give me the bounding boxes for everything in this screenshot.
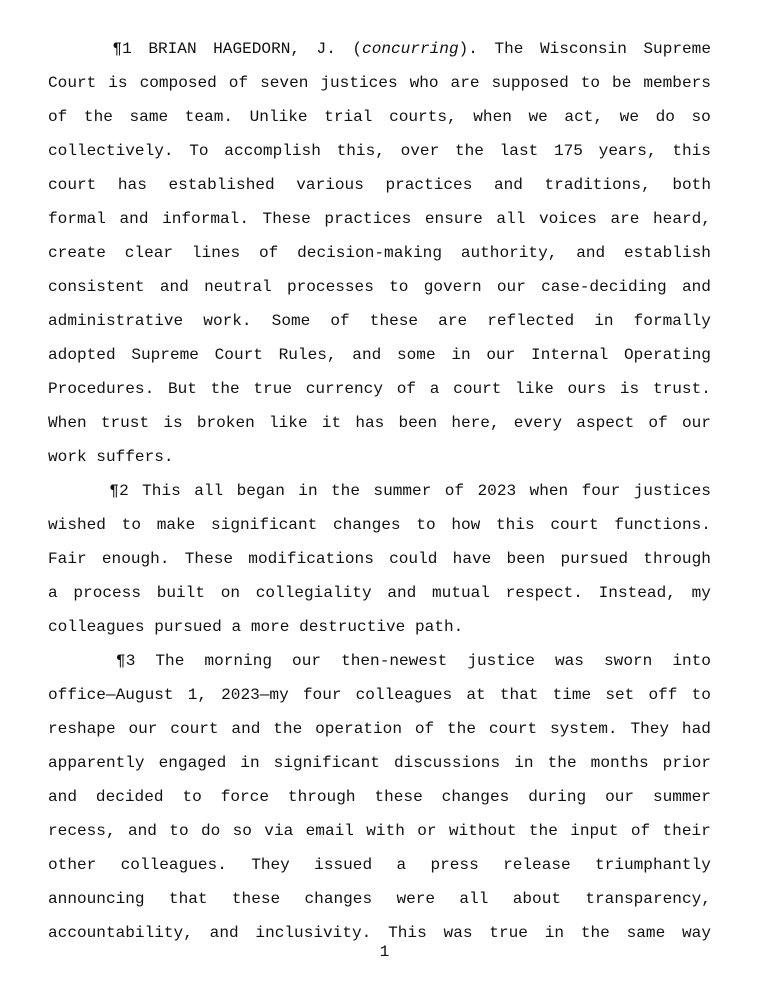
word: changes [441, 788, 510, 806]
word: built [156, 584, 205, 602]
word: of [330, 312, 350, 330]
word: and [576, 244, 606, 262]
word: are [450, 74, 480, 92]
word: establish [624, 244, 711, 262]
word: discussions [393, 754, 501, 772]
word: our [496, 278, 526, 296]
word: of [396, 380, 417, 398]
word: to [580, 74, 601, 92]
word: who [409, 74, 439, 92]
word: to [416, 516, 436, 534]
word: or [417, 822, 437, 840]
word: enough. [101, 550, 170, 568]
paragraph-indent [48, 474, 96, 508]
word: press [430, 856, 479, 874]
word: like [268, 414, 308, 432]
word: is [163, 414, 183, 432]
word: all [459, 890, 489, 908]
word: and [493, 176, 523, 194]
text-line [48, 406, 711, 440]
word: summer [652, 788, 711, 806]
word: govern [423, 278, 482, 296]
word: to [121, 516, 141, 534]
word: Some [271, 312, 311, 330]
text-line [48, 202, 711, 236]
word: we [619, 108, 639, 126]
word: trust. [652, 380, 711, 398]
word: release [503, 856, 571, 874]
word: changes [332, 516, 401, 534]
paragraph-marker: ¶3 [116, 652, 136, 670]
word: and [209, 924, 239, 942]
text-line [48, 100, 711, 134]
word: Wisconsin [539, 40, 627, 58]
word: Court [214, 346, 263, 364]
word: clear [124, 244, 174, 262]
word: of [228, 74, 249, 92]
word: these [374, 788, 423, 806]
word: then-newest [341, 652, 448, 670]
word: at [466, 686, 486, 704]
word: set [605, 686, 635, 704]
word: The [155, 652, 185, 670]
word: prior [662, 754, 711, 772]
word: input [570, 822, 619, 840]
word: authority, [460, 244, 558, 262]
word: through [287, 788, 356, 806]
text-line [48, 542, 711, 576]
text-line [48, 814, 711, 848]
word: a [48, 584, 58, 602]
word: been [398, 414, 438, 432]
word: collectively. [48, 142, 174, 160]
word: with [366, 822, 405, 840]
word: reflected [487, 312, 575, 330]
word: practices [385, 176, 473, 194]
word: it [321, 414, 342, 432]
word: years, [598, 142, 657, 160]
word: and [387, 584, 417, 602]
word: recess, [48, 822, 116, 840]
word: accountability, [48, 924, 193, 942]
word: significant [211, 516, 318, 534]
word: Court [48, 74, 97, 92]
word: to [182, 788, 202, 806]
text-line [48, 644, 711, 678]
word: mutual [432, 584, 490, 602]
word: HAGEDORN, [213, 40, 301, 58]
italic-emphasis: concurring [362, 40, 459, 58]
word: of [648, 414, 668, 432]
word: to [691, 686, 711, 704]
word: They [251, 856, 290, 874]
word: our [292, 652, 322, 670]
word: during [528, 788, 587, 806]
word: ours [567, 380, 607, 398]
word: about [512, 890, 562, 908]
word: other [48, 856, 97, 874]
word: BRIAN [148, 40, 197, 58]
word: so [232, 822, 252, 840]
word: these [231, 890, 281, 908]
word: morning [204, 652, 273, 670]
word: 2023—my [221, 686, 289, 704]
word: over [400, 142, 440, 160]
word: case-deciding [541, 278, 667, 296]
word: These [262, 210, 311, 228]
word: been [506, 550, 546, 568]
word: the [547, 754, 577, 772]
word: were [396, 890, 436, 908]
word: to [169, 822, 189, 840]
word: their [662, 822, 711, 840]
word: members [643, 74, 711, 92]
word: is [619, 380, 640, 398]
word: same [626, 924, 666, 942]
word: (concurring). [352, 40, 478, 58]
word: decided [95, 788, 164, 806]
word: traditions, [544, 176, 651, 194]
text-line [48, 236, 711, 270]
word: court [170, 720, 219, 738]
text-line [48, 66, 711, 100]
word: and [159, 278, 189, 296]
word: 1, [187, 686, 208, 704]
document-body-text [48, 32, 711, 950]
word: practices [324, 210, 412, 228]
word: this [672, 142, 711, 160]
word: announcing [48, 890, 145, 908]
word: that [499, 686, 539, 704]
word: transparency, [585, 890, 711, 908]
word: work suffers. [48, 448, 174, 466]
text-line [48, 610, 711, 644]
word: composed [139, 74, 217, 92]
word: and [681, 278, 711, 296]
word: when [529, 482, 569, 500]
word: off [648, 686, 678, 704]
word: last [499, 142, 539, 160]
word: court [453, 380, 502, 398]
word: Instead, [598, 584, 676, 602]
word: we [528, 108, 548, 126]
word: in [298, 482, 318, 500]
text-line [48, 780, 711, 814]
text-line [48, 678, 711, 712]
word: the [331, 482, 360, 500]
word: these [369, 312, 419, 330]
word: significant [273, 754, 380, 772]
word: They [630, 720, 670, 738]
word: had [681, 720, 711, 738]
word: trial [324, 108, 373, 126]
word: adopted [48, 346, 116, 364]
word: This [388, 924, 427, 942]
word: began [236, 482, 285, 500]
word: and [48, 788, 77, 806]
word: Fair [48, 550, 87, 568]
word: Unlike [249, 108, 308, 126]
word: J. [316, 40, 336, 58]
word: But [167, 380, 197, 398]
word: a [429, 380, 440, 398]
word: of [258, 244, 279, 262]
word: via [264, 822, 294, 840]
word: operation [315, 720, 402, 738]
word: four [581, 482, 621, 500]
word: informal. [162, 210, 249, 228]
word: voices [538, 210, 597, 228]
word: how [451, 516, 481, 534]
text-line [48, 338, 711, 372]
word: true [253, 380, 293, 398]
text-line [48, 372, 711, 406]
word: like [515, 380, 554, 398]
word: heard, [653, 210, 711, 228]
word: 175 [553, 142, 583, 160]
text-line [48, 440, 711, 474]
word: reshape [48, 720, 116, 738]
word: seven [260, 74, 309, 92]
word: aspect [576, 414, 635, 432]
word: ensure [424, 210, 483, 228]
word: of [48, 108, 68, 126]
paragraph-marker: ¶1 [112, 40, 132, 58]
word: Supreme [131, 346, 199, 364]
word: These [184, 550, 234, 568]
word: justice [467, 652, 535, 670]
text-line [48, 508, 711, 542]
word: currency [305, 380, 383, 398]
word: functions. [614, 516, 711, 534]
word: colleagues. [120, 856, 227, 874]
word: inclusivity. [255, 924, 372, 942]
paragraph-indent [48, 644, 96, 678]
word: force [220, 788, 269, 806]
word: act, [564, 108, 604, 126]
word: in [544, 924, 565, 942]
word: court [488, 720, 538, 738]
word: Supreme [643, 40, 711, 58]
word: decision-making [297, 244, 442, 262]
word: into [672, 652, 711, 670]
word: apparently [48, 754, 145, 772]
word: consistent [48, 278, 145, 296]
word: in [451, 346, 471, 364]
word: wished [48, 516, 106, 534]
text-line [48, 168, 711, 202]
word: has [355, 414, 385, 432]
word: the [454, 142, 484, 160]
word: be [612, 74, 632, 92]
paragraph-marker: ¶2 [109, 482, 129, 500]
word: formally [633, 312, 711, 330]
text-line [48, 848, 711, 882]
word: all [496, 210, 526, 228]
word: of [630, 822, 651, 840]
word: our [681, 414, 711, 432]
word: a [396, 856, 407, 874]
word: This [142, 482, 181, 500]
word: lines [191, 244, 241, 262]
word: do [200, 822, 221, 840]
word: trust [100, 414, 150, 432]
word: of [444, 482, 465, 500]
word: the [210, 380, 240, 398]
word: colleagues pursued a more destructive path. [48, 618, 464, 636]
page-number: 1 [379, 943, 390, 961]
paragraph-indent [48, 32, 96, 66]
word: The [494, 40, 524, 58]
word: could [389, 550, 438, 568]
word: four [302, 686, 342, 704]
word: justices [633, 482, 711, 500]
word: here, [451, 414, 500, 432]
word: is [108, 74, 128, 92]
word: collegiality [255, 584, 372, 602]
word: that [168, 890, 208, 908]
word: was [443, 924, 473, 942]
word: office—August [48, 686, 174, 704]
word: our [486, 346, 516, 364]
word: so [691, 108, 711, 126]
word: Internal [531, 346, 609, 364]
text-line [48, 270, 711, 304]
word: courts, [389, 108, 457, 126]
word: are [610, 210, 640, 228]
word: are [438, 312, 468, 330]
word: and [231, 720, 261, 738]
word: my [691, 584, 711, 602]
word: and [127, 822, 157, 840]
word: system. [549, 720, 618, 738]
word: some [396, 346, 436, 364]
word: administrative [48, 312, 184, 330]
word: in [240, 754, 260, 772]
text-line [48, 746, 711, 780]
word: court [48, 176, 97, 194]
word: way [682, 924, 711, 942]
word: issued [314, 856, 373, 874]
word: all [194, 482, 224, 500]
word: months [590, 754, 649, 772]
word: without [448, 822, 517, 840]
word: when [473, 108, 512, 126]
word: team. [184, 108, 234, 126]
word: Procedures. [48, 380, 155, 398]
word: accomplish [224, 142, 321, 160]
word: Rules, [278, 346, 337, 364]
word: neutral [204, 278, 272, 296]
word: every [513, 414, 563, 432]
word: our [605, 788, 635, 806]
word: do [655, 108, 675, 126]
word: this [496, 516, 535, 534]
word: various [296, 176, 364, 194]
word: established [168, 176, 275, 194]
word: court [550, 516, 599, 534]
word: and [119, 210, 149, 228]
text-line [48, 882, 711, 916]
word: true [489, 924, 528, 942]
word: our [128, 720, 158, 738]
word: 2023 [477, 482, 517, 500]
text-line [48, 712, 711, 746]
word: in [594, 312, 614, 330]
word: modifications [248, 550, 374, 568]
word: to [389, 278, 409, 296]
word: summer [373, 482, 432, 500]
word: the [580, 924, 610, 942]
word: respect. [505, 584, 583, 602]
word: Operating [624, 346, 711, 364]
word: create [48, 244, 106, 262]
word: have [452, 550, 492, 568]
word: this, [336, 142, 385, 160]
word: processes [286, 278, 374, 296]
word: the [528, 822, 558, 840]
word: has [117, 176, 147, 194]
text-line [48, 32, 711, 66]
word: same [129, 108, 169, 126]
word: through [643, 550, 711, 568]
text-line [48, 576, 711, 610]
text-line [48, 304, 711, 338]
word: of [414, 720, 435, 738]
word: pursued [560, 550, 629, 568]
word: the [273, 720, 303, 738]
word: supposed [491, 74, 569, 92]
word: work. [203, 312, 252, 330]
word: make [156, 516, 196, 534]
word: email [305, 822, 354, 840]
word: time [552, 686, 592, 704]
word: engaged [158, 754, 227, 772]
word: When [48, 414, 87, 432]
word: broken [196, 414, 255, 432]
word: sworn [604, 652, 653, 670]
word: the [83, 108, 113, 126]
word: and [352, 346, 382, 364]
word: changes [304, 890, 373, 908]
word: was [554, 652, 584, 670]
text-line [48, 134, 711, 168]
text-line [48, 474, 711, 508]
word: justices [320, 74, 398, 92]
word: triumphantly [595, 856, 711, 874]
word: colleagues [355, 686, 453, 704]
word: on [220, 584, 241, 602]
word: process [73, 584, 141, 602]
word: To [189, 142, 209, 160]
word: in [514, 754, 534, 772]
word: both [672, 176, 711, 194]
word: formal [48, 210, 106, 228]
word: the [447, 720, 476, 738]
